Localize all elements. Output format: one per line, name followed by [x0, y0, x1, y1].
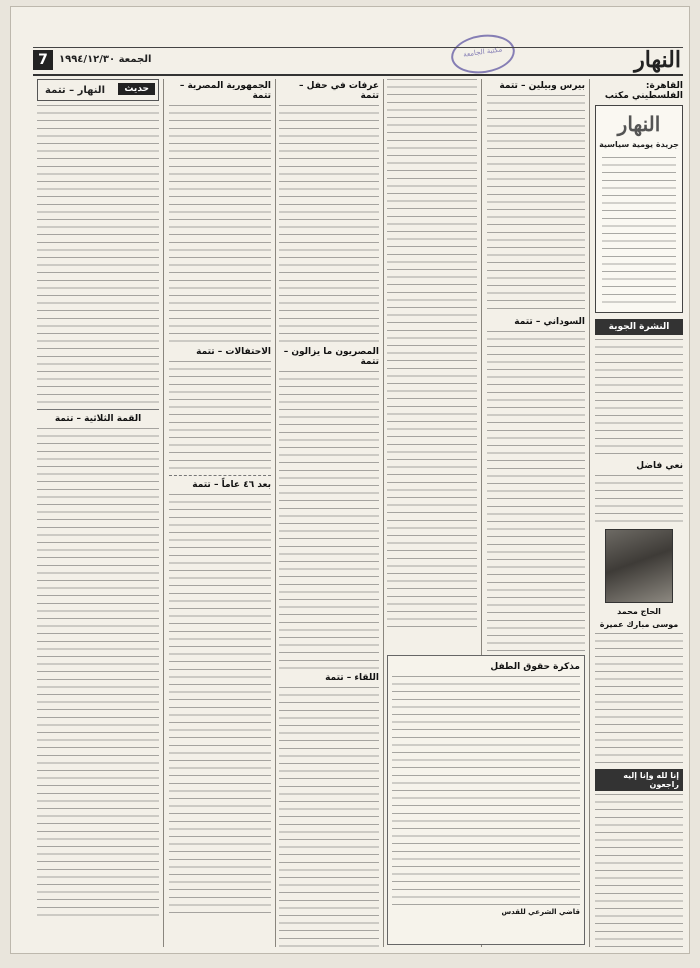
column-rule [163, 79, 164, 947]
page-header [33, 47, 683, 76]
column-2 [169, 79, 271, 947]
article-body [279, 105, 379, 345]
box-masthead: النهار [617, 112, 661, 136]
person-title: الحاج محمد [617, 607, 661, 616]
weather-heading: النشرة الجوية [595, 319, 683, 335]
divider [169, 475, 271, 476]
box-body [392, 676, 580, 906]
stamp-text: مكتبة الجامعة [462, 45, 503, 59]
article-headline: القاهرة: الفلسطيني مكتب [604, 81, 683, 101]
obituary-heading: نعي فاضل [636, 461, 683, 471]
box-details-text [602, 157, 676, 307]
article-body [37, 428, 159, 918]
article-headline: القمة الثلاثية – تتمة [54, 414, 142, 424]
column-3 [279, 79, 379, 947]
article-body [279, 371, 379, 671]
condolence-list [595, 794, 683, 947]
article-headline: بيرس وبيلين – تتمة [499, 81, 585, 91]
article-body [169, 361, 271, 471]
box-signature: قاضي الشرعي للقدس [501, 908, 580, 916]
article-headline: المصريون ما يزالون – تتمة [283, 347, 379, 367]
right-column [595, 79, 683, 947]
page-number: 7 [33, 50, 53, 70]
newspaper-info-box [595, 105, 683, 313]
article-body [279, 687, 379, 947]
newspaper-page [10, 6, 690, 954]
column-rule [589, 79, 590, 947]
weather-text [595, 339, 683, 459]
article-headline: الجمهورية المصرية – تتمة [179, 81, 271, 101]
issue-date: الجمعة ١٩٩٤/١٢/٣٠ [59, 54, 152, 65]
interview-label: حديث [118, 83, 155, 95]
article-body [37, 105, 159, 405]
interview-title: النهار – تتمة [45, 85, 105, 96]
obituary-text [595, 475, 683, 525]
person-photo [605, 529, 673, 603]
article-body [169, 494, 271, 914]
article-body [169, 105, 271, 345]
child-rights-content [387, 655, 585, 945]
box-headline: مذكرة حقوق الطفل [490, 662, 580, 672]
article-headline: بعد ٤٦ عاماً – تتمة [192, 480, 271, 490]
article-headline: عرفات في حفل – تتمة [299, 81, 379, 101]
article-headline: اللقاء – تتمة [325, 673, 379, 683]
article-body [487, 331, 585, 661]
condolence-bar: إنا لله وإنا إليه راجعون [595, 769, 683, 791]
article-headline: السوداني – تتمة [514, 317, 585, 327]
column-rule [383, 79, 384, 947]
column-rule [275, 79, 276, 947]
child-rights-box [387, 655, 585, 947]
column-1 [37, 79, 159, 947]
obituary-body [595, 633, 683, 763]
masthead-logo: النهار [634, 47, 681, 73]
person-name: موسى مبارك عميرة [599, 620, 679, 629]
interview-box [37, 79, 159, 101]
article-body [387, 79, 477, 629]
divider [37, 409, 159, 410]
article-headline: الاحتفالات – تتمة [196, 347, 271, 357]
box-subtitle: جريدة يومية سياسية [599, 140, 679, 149]
article-body [487, 95, 585, 315]
